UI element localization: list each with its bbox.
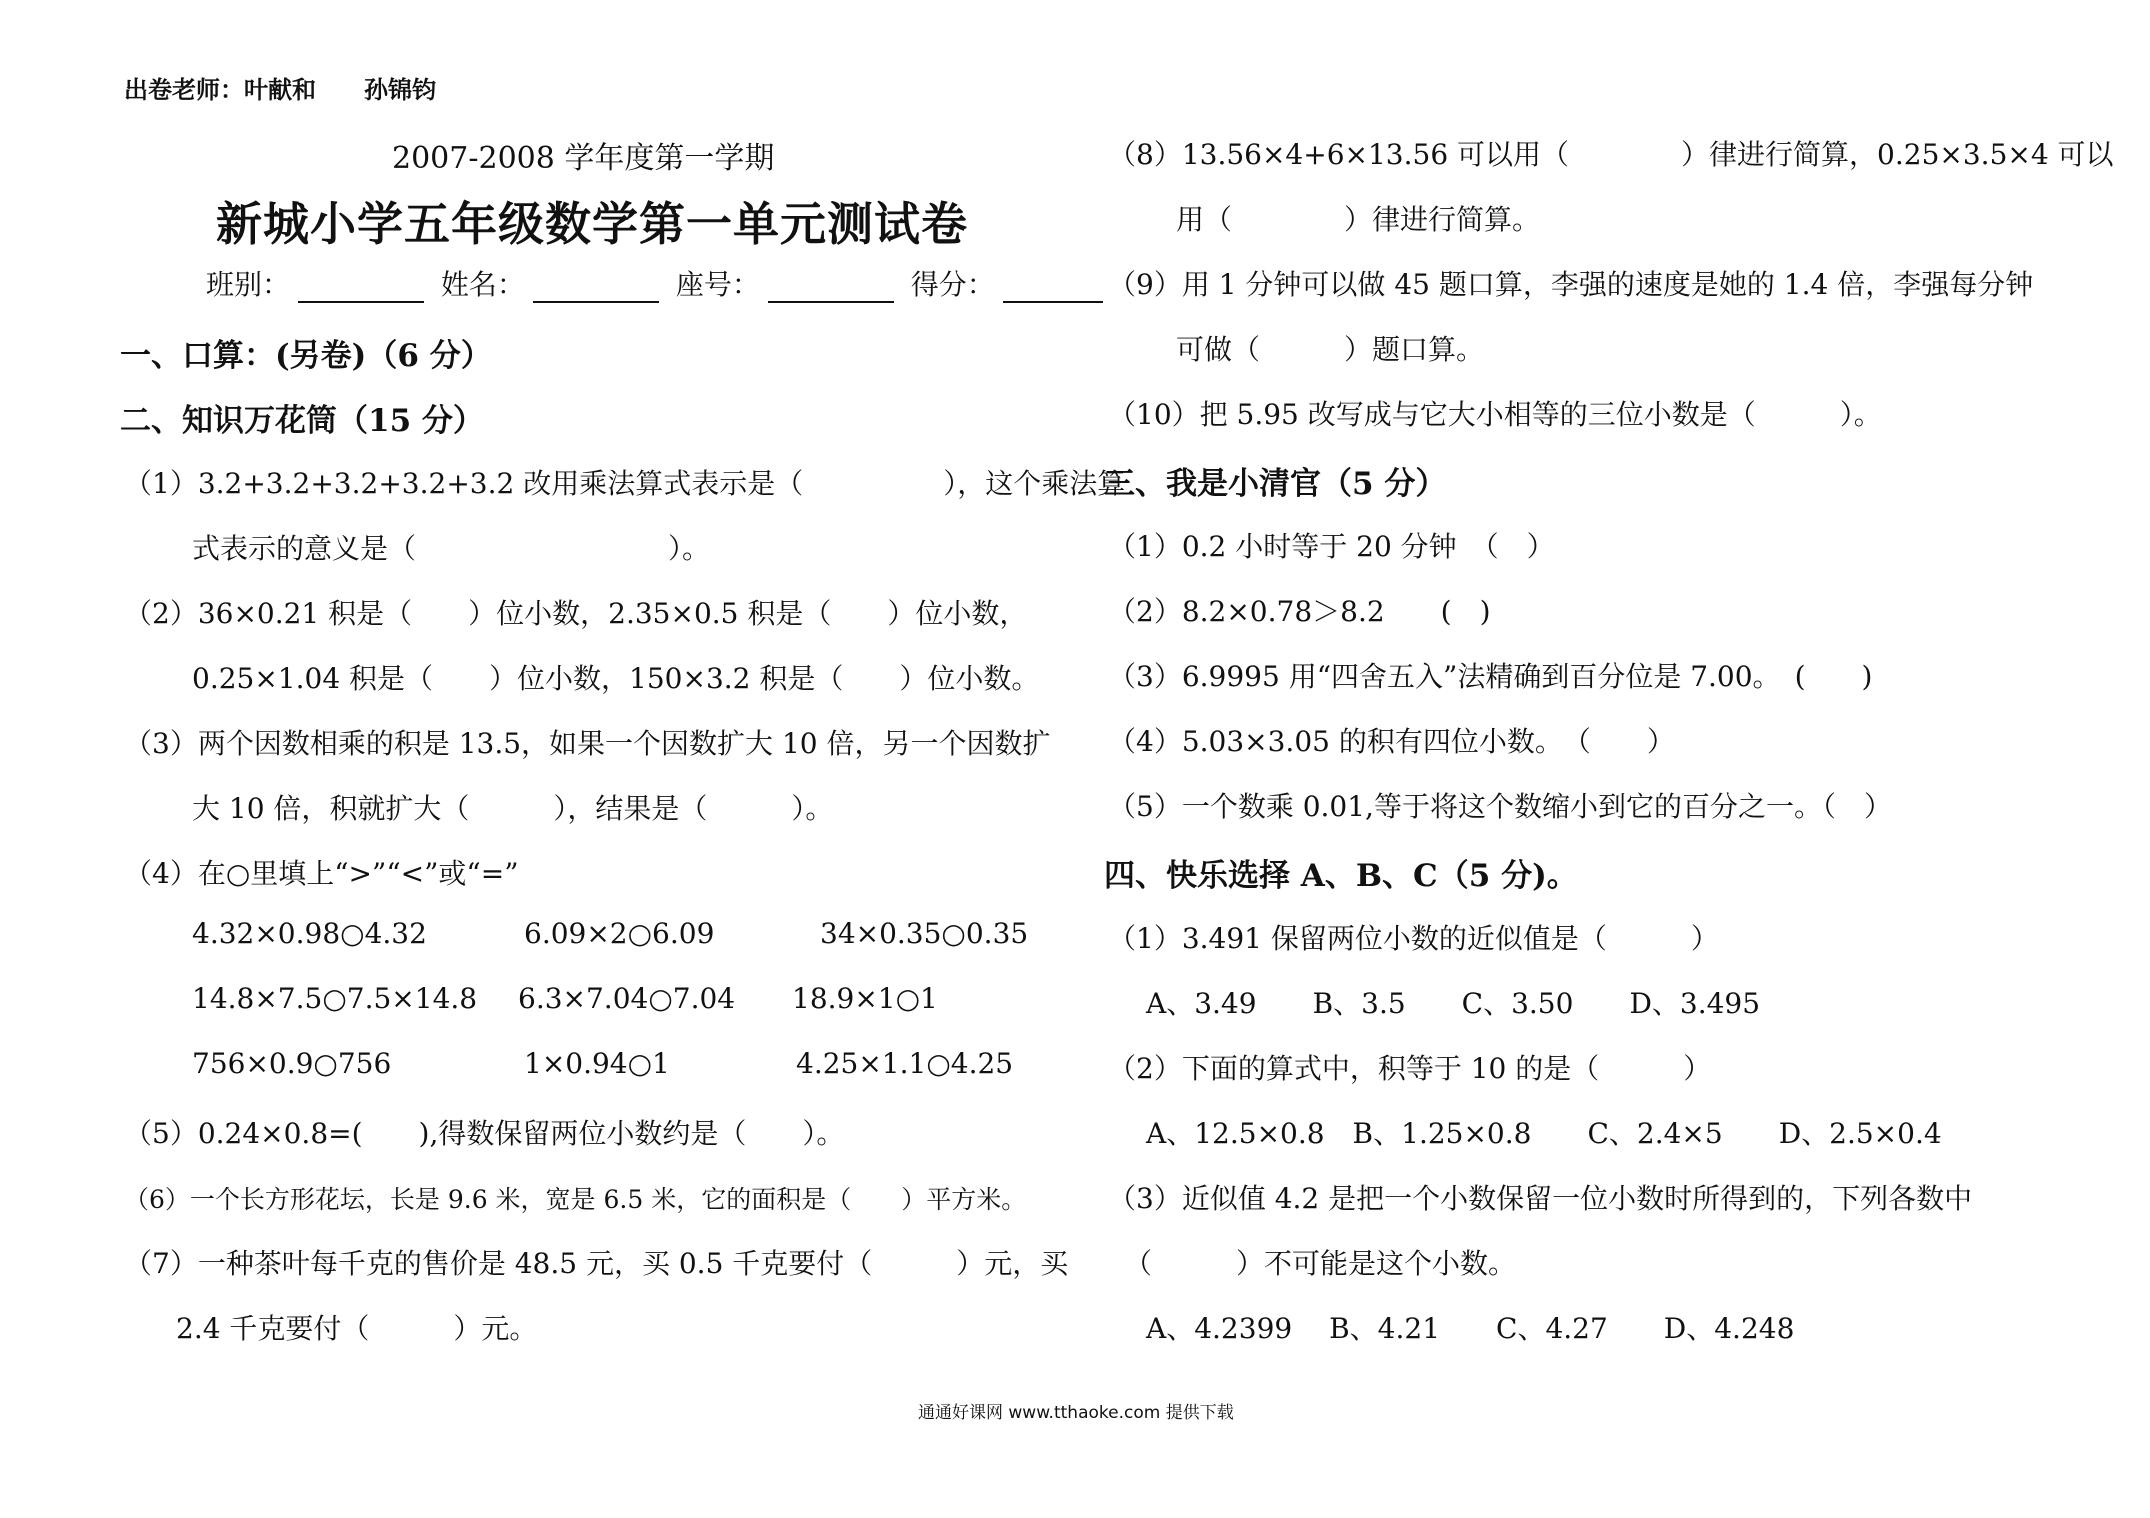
judge-3: （3）6.9995 用“四舍五入”法精确到百分位是 7.00。 ( )	[1108, 660, 1873, 693]
section-1-heading: 一、口算：(另卷)（6 分）	[120, 338, 492, 374]
section-4-heading: 四、快乐选择 A、B、C（5 分)。	[1104, 858, 1578, 894]
score-blank[interactable]	[1003, 271, 1103, 303]
choice-3-line-1: （3）近似值 4.2 是把一个小数保留一位小数时所得到的，下列各数中	[1108, 1182, 1973, 1215]
class-blank[interactable]	[298, 271, 424, 303]
section-2-heading: 二、知识万花筒（15 分）	[120, 403, 484, 439]
comparison-item: 6.3×7.04○7.04	[518, 982, 736, 1015]
name-label: 姓名：	[440, 268, 525, 301]
choice-2-options: A、12.5×0.8 B、1.25×0.8 C、2.4×5 D、2.5×0.4	[1146, 1117, 1942, 1150]
question-10: （10）把 5.95 改写成与它大小相等的三位小数是（ ）。	[1108, 398, 1882, 431]
question-9-line-2: 可做（ ）题口算。	[1176, 333, 1485, 366]
judge-5: （5）一个数乘 0.01,等于将这个数缩小到它的百分之一。（ ）	[1108, 790, 1892, 823]
question-8-line-1: （8）13.56×4+6×13.56 可以用（ ）律进行简算，0.25×3.5×4 可以	[1108, 138, 2114, 171]
judge-2: （2）8.2×0.78＞8.2 ( )	[1108, 595, 1491, 628]
seat-label: 座号：	[675, 268, 760, 301]
judge-4: （4）5.03×3.05 的积有四位小数。 （ ）	[1108, 725, 1675, 758]
term-line: 2007-2008 学年度第一学期	[392, 141, 775, 176]
authors-line: 出卷老师：叶献和 孙锦钧	[124, 76, 436, 104]
question-3-line-2: 大 10 倍，积就扩大（ ），结果是（ ）。	[192, 792, 834, 825]
question-9-line-1: （9）用 1 分钟可以做 45 题口算，李强的速度是她的 1.4 倍，李强每分钟	[1108, 268, 2034, 301]
footer-credit: 通通好课网 www.tthaoke.com 提供下载	[918, 1403, 1234, 1423]
question-7-line-2: 2.4 千克要付（ ）元。	[176, 1312, 538, 1345]
choice-3-options: A、4.2399 B、4.21 C、4.27 D、4.248	[1146, 1312, 1795, 1345]
question-4: （4）在○里填上“>”“<”或“=”	[124, 857, 519, 890]
choice-1-options: A、3.49 B、3.5 C、3.50 D、3.495	[1146, 987, 1761, 1020]
page-title: 新城小学五年级数学第一单元测试卷	[216, 197, 968, 251]
info-fields	[206, 263, 1111, 303]
comparison-item: 756×0.9○756	[192, 1047, 392, 1080]
comparison-item: 4.25×1.1○4.25	[796, 1047, 1014, 1080]
comparison-item: 6.09×2○6.09	[524, 917, 715, 950]
question-3-line-1: （3）两个因数相乘的积是 13.5，如果一个因数扩大 10 倍，另一个因数扩	[124, 727, 1051, 760]
class-label: 班别：	[206, 268, 291, 301]
comparison-item: 14.8×7.5○7.5×14.8	[192, 982, 478, 1015]
comparison-item: 34×0.35○0.35	[820, 917, 1029, 950]
comparison-item: 4.32×0.98○4.32	[192, 917, 427, 950]
choice-1: （1）3.491 保留两位小数的近似值是（ ）	[1108, 922, 1719, 955]
seat-blank[interactable]	[768, 271, 894, 303]
judge-1: （1）0.2 小时等于 20 分钟 （ ）	[1108, 530, 1555, 563]
section-3-heading: 三、我是小清官（5 分）	[1104, 466, 1447, 502]
name-blank[interactable]	[533, 271, 659, 303]
question-2-line-1: （2）36×0.21 积是（ ）位小数，2.35×0.5 积是（ ）位小数，	[124, 597, 1028, 630]
question-7-line-1: （7）一种茶叶每千克的售价是 48.5 元，买 0.5 千克要付（ ）元，买	[124, 1247, 1069, 1280]
comparison-item: 18.9×1○1	[792, 982, 938, 1015]
question-5: （5）0.24×0.8=( ),得数保留两位小数约是（ ）。	[124, 1117, 845, 1150]
question-6: （6）一个长方形花坛，长是 9.6 米，宽是 6.5 米，它的面积是（ ）平方米。	[124, 1185, 1027, 1214]
choice-3-line-2: （ ）不可能是这个小数。	[1124, 1247, 1517, 1280]
question-8-line-2: 用（ ）律进行简算。	[1176, 203, 1541, 236]
comparison-item: 1×0.94○1	[524, 1047, 670, 1080]
score-label: 得分：	[910, 268, 995, 301]
question-1-line-1: （1）3.2+3.2+3.2+3.2+3.2 改用乘法算式表示是（ ），这个乘法算	[124, 467, 1126, 500]
question-2-line-2: 0.25×1.04 积是（ ）位小数，150×3.2 积是（ ）位小数。	[192, 662, 1040, 695]
choice-2: （2）下面的算式中，积等于 10 的是（ ）	[1108, 1052, 1712, 1085]
question-1-line-2: 式表示的意义是（ ）。	[192, 532, 711, 565]
